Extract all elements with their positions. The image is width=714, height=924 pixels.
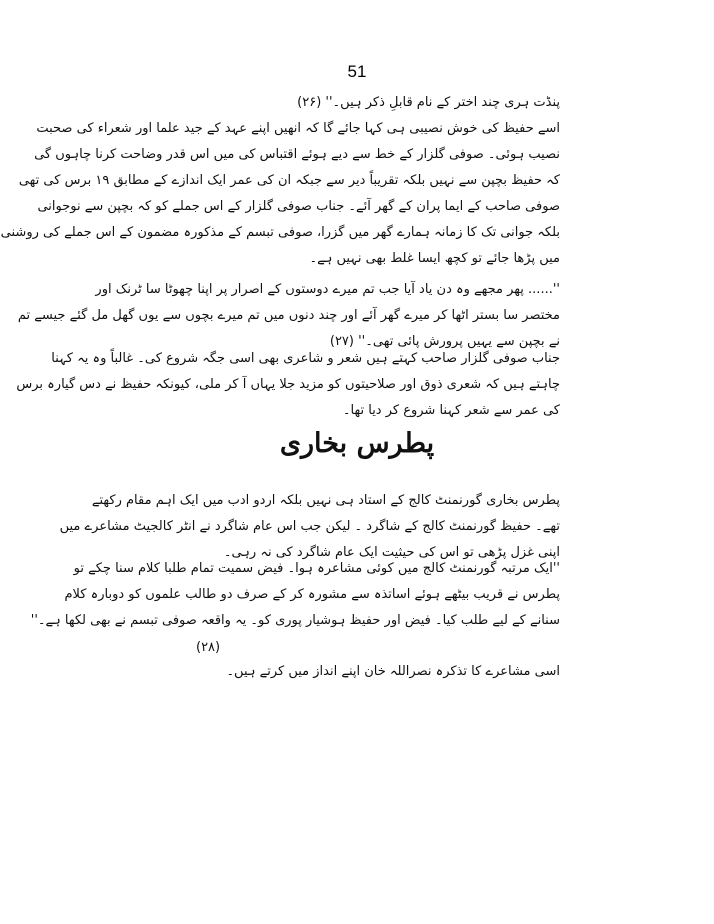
text-line: اسے حفیظ کی خوش نصیبی ہی کہا جائے گا کہ انھیں اپنے عہد کے جید علما اور شعراء کی صحبت xyxy=(36,121,560,136)
text-line: سنانے کے لیے طلب کیا۔ فیض اور حفیظ ہوشیار پوری کو۔ یہ واقعہ صوفی تبسم نے بھی لکھا ہے۔'' xyxy=(30,613,560,628)
text-line: پطرس بخاری گورنمنٹ کالج کے استاد ہی نہیں بلکہ اردو ادب میں ایک اہم مقام رکھتے xyxy=(91,493,560,508)
text-line: کی عمر سے شعر کہنا شروع کر دیا تھا۔ xyxy=(342,403,560,418)
text-line: ''...... پھر مجھے وہ دن یاد آیا جب تم میرے دوستوں کے اصرار پر اپنا چھوٹا سا ٹرنک اور xyxy=(95,282,560,297)
text-line: مختصر سا بستر اٹھا کر میرے گھر آئے اور چند دنوں میں تم میرے بچوں سے یوں گھل مل گئے جیسے تم xyxy=(17,308,560,323)
text-line: کہ حفیظ بچپن سے نہیں بلکہ تقریباً دیر سے جبکہ ان کی عمر ایک اندازے کے مطابق ۱۹ برس کی تھی xyxy=(18,173,560,188)
quotation-1 xyxy=(17,277,560,355)
text-line: ''ایک مرتبہ گورنمنٹ کالج میں کوئی مشاعرہ ہوا۔ فیض سمیت تمام طلبا کلام سنا چکے تو xyxy=(73,561,560,576)
paragraph-3 xyxy=(59,488,560,566)
text-line: نے بچپن سے یہیں پرورش پائی تھی۔'' (۲۷) xyxy=(329,334,560,349)
text-line: تھے۔ حفیظ گورنمنٹ کالج کے شاگرد ۔ لیکن جب اس عام شاگرد نے انٹر کالجیٹ مشاعرے میں xyxy=(59,519,560,534)
text-line: نصیب ہوئی۔ صوفی گلزار کے خط سے دیے ہوئے اقتباس کی میں اس قدر وضاحت کرنا چاہوں گی xyxy=(34,147,560,162)
text-line: پطرس نے قریب بیٹھے ہوئے اساتذہ سے مشورہ کر کے صرف دو طالب علموں کو دوبارہ کلام xyxy=(64,587,560,602)
section-heading: پطرس بخاری xyxy=(279,428,435,459)
reference-number: (۲۸) xyxy=(196,640,221,655)
text-line: صوفی صاحب کے ایما پران کے گھر آئے۔ جناب صوفی گلزار کے اس جملے کو کہ بچپن سے نوجوانی xyxy=(37,199,560,214)
text-line: پنڈت ہری چند اختر کے نام قابلِ ذکر ہیں۔'' (۲۶) xyxy=(297,95,560,110)
text-line: میں پڑھا جائے تو کچھ ایسا غلط بھی نہیں ہے۔ xyxy=(309,251,560,266)
text-line: چاہتے ہیں کہ شعری ذوق اور صلاحیتوں کو مزید جلا یہاں آ کر ملی، کیونکہ حفیظ نے دس گیارہ برس xyxy=(16,377,560,392)
closing-paragraph: اسی مشاعرے کا تذکرہ نصراللہ خان اپنے انداز میں کرتے ہیں۔ xyxy=(226,664,560,679)
page-number: 51 xyxy=(347,62,367,81)
text-line: بلکہ جوانی تک کا زمانہ ہمارے گھر میں گزرا، صوفی تبسم کے مذکورہ مضمون کے اس جملے کی روشنی xyxy=(0,225,560,240)
quotation-2 xyxy=(30,556,560,634)
paragraph-2 xyxy=(16,346,560,424)
paragraph-1 xyxy=(0,90,560,272)
text-line: جناب صوفی گلزار صاحب کہتے ہیں شعر و شاعری بھی اسی جگہ شروع کی۔ غالباً وہ یہ کہنا xyxy=(51,351,560,366)
text-line: اپنی غزل پڑھی تو اس کی حیثیت ایک عام شاگرد کی نہ رہی۔ xyxy=(223,545,560,560)
